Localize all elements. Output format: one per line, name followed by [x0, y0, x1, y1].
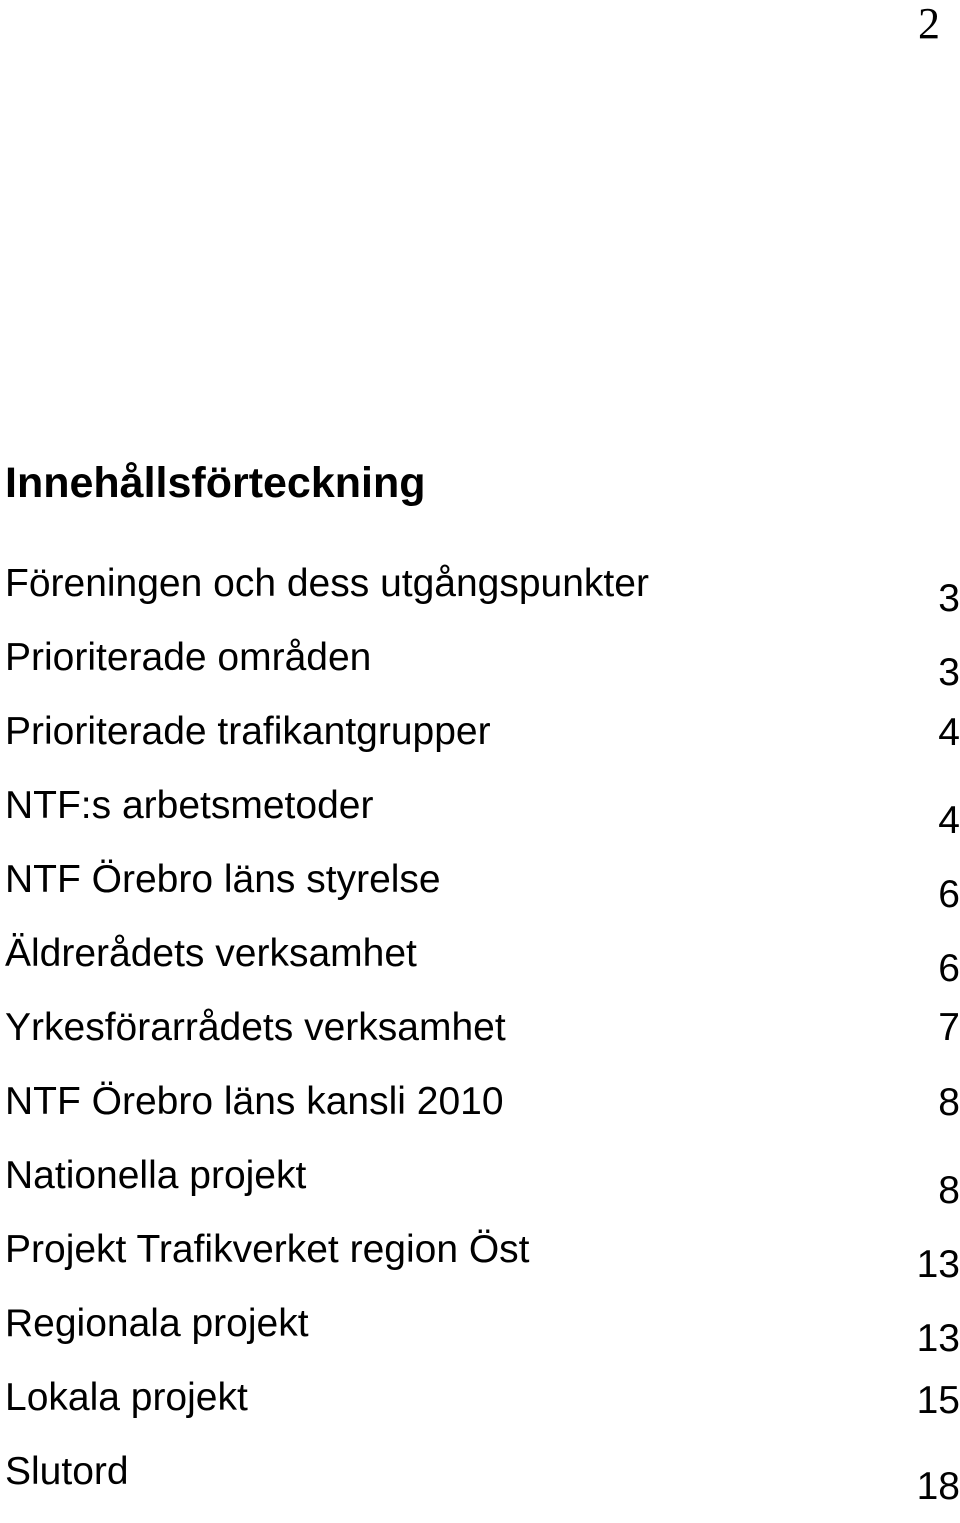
toc-entry-label: Projekt Trafikverket region Öst [5, 1228, 530, 1271]
toc-entry [5, 1449, 960, 1523]
toc-entry-label: Prioriterade områden [5, 636, 372, 679]
toc-entry-label: Prioriterade trafikantgrupper [5, 710, 491, 753]
toc-entry-label: Slutord [5, 1450, 129, 1493]
toc-entry [5, 1375, 960, 1449]
toc-entry-page: 13 [916, 1317, 960, 1360]
toc-entry [5, 857, 960, 931]
toc-entry [5, 783, 960, 857]
toc-entry-label: NTF Örebro läns kansli 2010 [5, 1080, 504, 1123]
toc-entry [5, 635, 960, 709]
page-number: 2 [918, 0, 940, 48]
toc-entry-page: 6 [938, 947, 960, 990]
toc-entry-page: 6 [938, 873, 960, 916]
toc-entry [5, 1079, 960, 1153]
toc-entry-page: 4 [938, 799, 960, 842]
toc-entry-page: 8 [938, 1169, 960, 1212]
toc-entry [5, 1153, 960, 1227]
toc-entry [5, 1005, 960, 1079]
toc-entry-label: NTF Örebro läns styrelse [5, 858, 441, 901]
toc-entry [5, 1301, 960, 1375]
toc-entry [5, 931, 960, 1005]
toc-entry-label: Äldrerådets verksamhet [5, 932, 417, 975]
toc-entry-page: 13 [916, 1243, 960, 1286]
toc-entry-page: 3 [938, 577, 960, 620]
toc-entry [5, 709, 960, 783]
toc-entry-label: Lokala projekt [5, 1376, 248, 1419]
toc-entry-page: 3 [938, 651, 960, 694]
toc-entry-label: Föreningen och dess utgångspunkter [5, 562, 649, 605]
toc-entry-label: Yrkesförarrådets verksamhet [5, 1006, 506, 1049]
toc-entry-page: 18 [916, 1465, 960, 1508]
toc-entry [5, 561, 960, 635]
toc-entry-page: 8 [938, 1081, 960, 1124]
toc-title: Innehållsförteckning [5, 459, 426, 507]
toc-list [5, 561, 960, 1523]
toc-entry-label: NTF:s arbetsmetoder [5, 784, 374, 827]
toc-entry-page: 7 [938, 1006, 960, 1049]
toc-entry-page: 15 [916, 1379, 960, 1422]
toc-entry-label: Regionala projekt [5, 1302, 309, 1345]
toc-entry-label: Nationella projekt [5, 1154, 307, 1197]
toc-entry [5, 1227, 960, 1301]
toc-entry-page: 4 [938, 711, 960, 754]
